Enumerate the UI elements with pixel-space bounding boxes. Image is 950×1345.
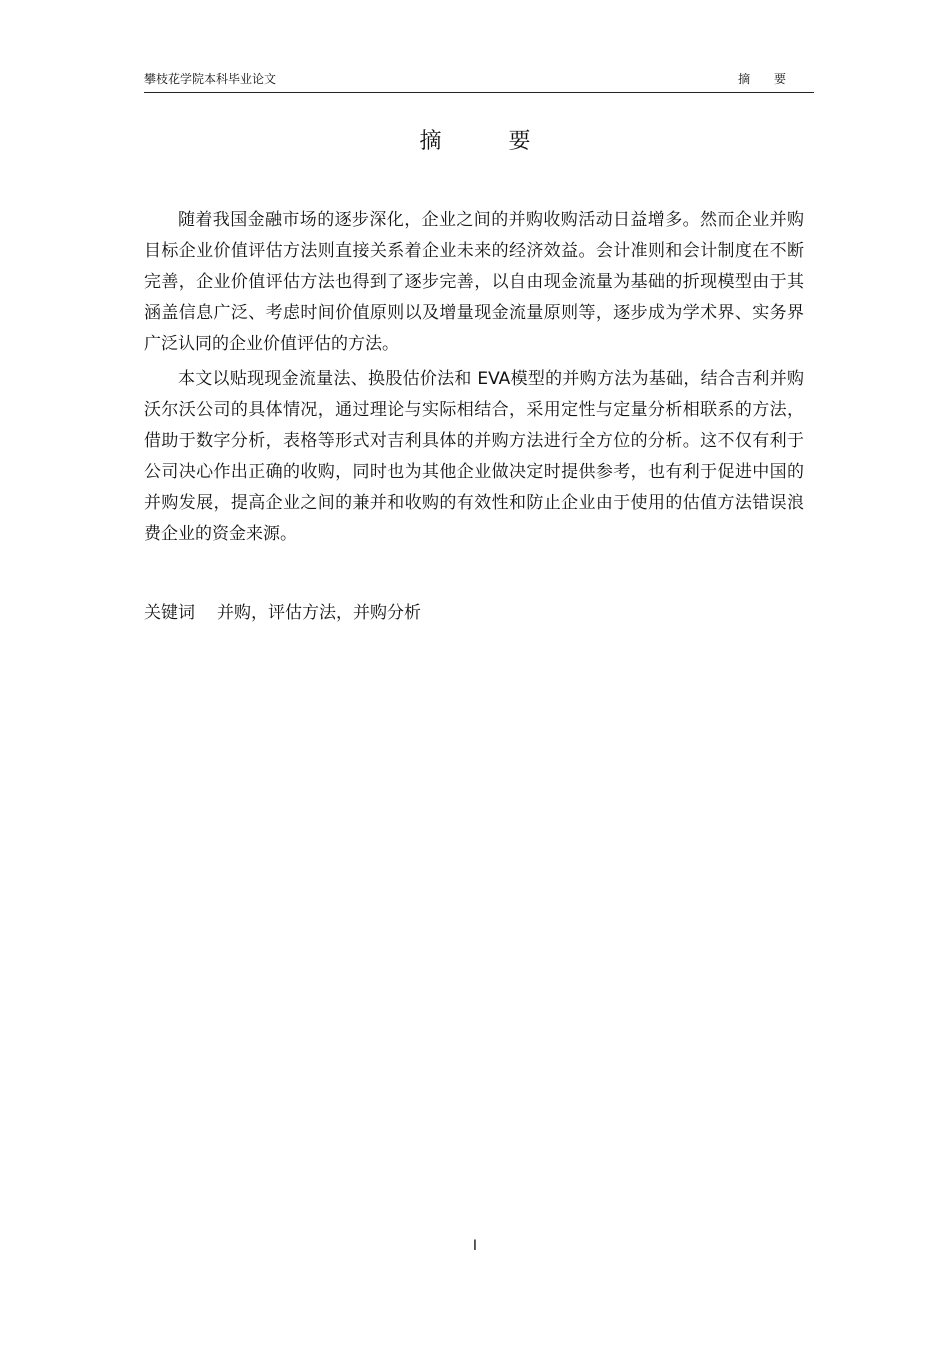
page-header [144, 70, 814, 93]
paragraph-text: 本文以贴现现金流量法、换股估价法和 EVA模型的并购方法为基础，结合吉利并购沃尔沃公司的具体情况，通过理论与实际相结合，采用定性与定量分析相联系的方法，借助于数字分析，表格等形式对吉利具体的并购方法进行全方位的分析。这不仅有利于公司决心作出正确的收购，同时也为其他企业做决定时提供参考，也有利于促进中国的并购发展，提高企业之间的兼并和收购的有效性和防止企业由于使用的估值方法错误浪费企业的资金来源。 [144, 369, 804, 544]
abstract-paragraph-2 [144, 364, 804, 550]
paragraph-text: 随着我国金融市场的逐步深化，企业之间的并购收购活动日益增多。然而企业并购目标企业价值评估方法则直接关系着企业未来的经济效益。会计准则和会计制度在不断完善，企业价值评估方法也得到了逐步完善，以自由现金流量为基础的折现模型由于其涵盖信息广泛、考虑时间价值原则以及增量现金流量原则等，逐步成为学术界、实务界广泛认同的企业价值评估的方法。 [144, 210, 804, 354]
page-number: I [472, 1238, 478, 1254]
header-section-title: 摘 要 [738, 72, 796, 86]
keywords-value: 并购，评估方法，并购分析 [217, 603, 421, 623]
keywords-label: 关键词 [144, 603, 195, 623]
header-school-title: 攀枝花学院本科毕业论文 [144, 72, 277, 86]
page-title: 摘 要 [419, 129, 561, 154]
keywords-line [144, 598, 421, 629]
abstract-paragraph-1 [144, 205, 804, 360]
